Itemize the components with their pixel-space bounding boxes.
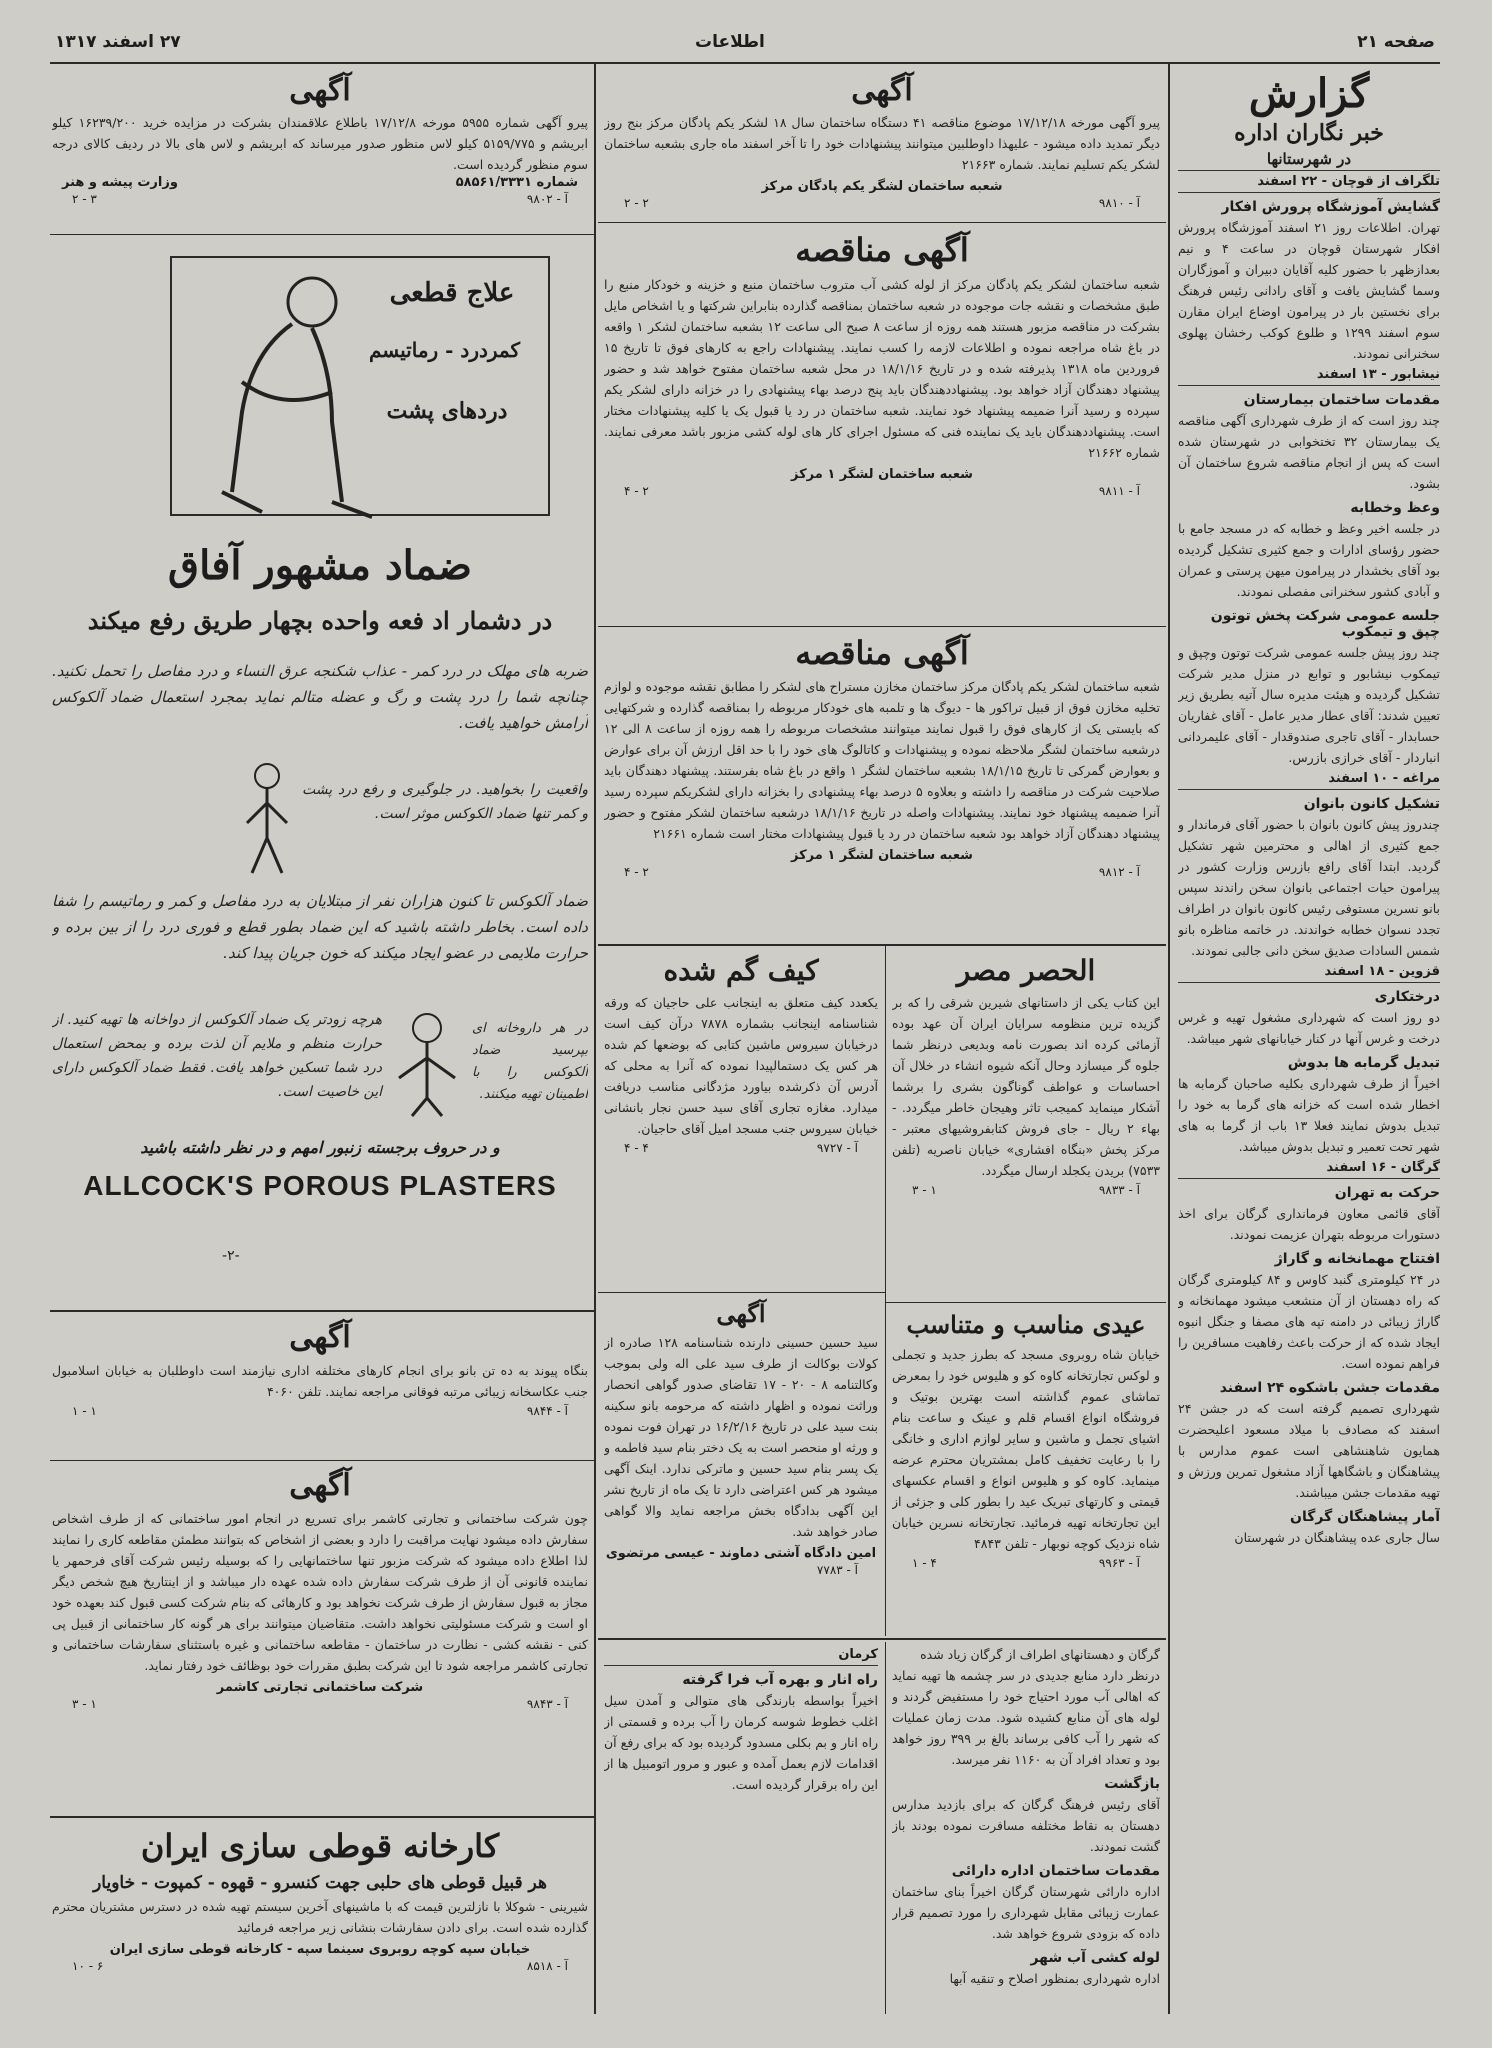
column-rule-right: [1168, 64, 1170, 2014]
ad-side-text: در هر داروخانه ای بپرسید ضماد آلکوکس را با اطمینان تهیه میکنند.: [472, 1021, 588, 1102]
man-back-pain-illustration: [182, 262, 382, 532]
section-text: اخیراً از طرف شهرداری بکلیه صاحبان گرمابه ها اخطار شده است که خزانه های گرما به خود را تبدیل بدوش نمایند فعلا ۱۳ باب از گرما به های شهر تحت تعمیر و تبدیل بدوش میباشد.: [1178, 1076, 1440, 1154]
section-text: اداره شهرداری بمنظور اصلاح و تنقیه آبها: [949, 1971, 1160, 1986]
notice-title: آگهی: [289, 73, 351, 108]
section-heading: مقدمات جشن باشکوه ۲۴ اسفند: [1219, 1380, 1440, 1396]
section-heading: راه انار و بهره آب فرا گرفته: [682, 1672, 878, 1688]
inheritance-notice: [604, 1296, 878, 1632]
book-title: الحصر مصر: [956, 954, 1096, 987]
ad-code: آ - ۹۹۶۳ ۴ - ۱: [912, 1556, 1140, 1570]
notice-signature: شرکت ساختمانی تجارتی کاشمر: [216, 1680, 424, 1695]
report-title: گزارش: [1248, 70, 1370, 117]
footer-note: و در حروف برجسته زنبور امهم و در نظر داشته باشید: [140, 1138, 500, 1157]
book-ad: [892, 950, 1160, 1298]
notice-code: آ - ۷۷۸۳: [816, 1563, 858, 1577]
report-column: [1178, 70, 1440, 2010]
ad-code: آ - ۹۷۲۷ ۴ - ۴: [624, 1141, 858, 1155]
section-text: دو روز است که شهرداری مشغول تهیه و غرس درخت و غرس آنها در کنار خیابانهای شهر میباشد.: [1178, 1010, 1440, 1046]
notice-code: آ - ۹۸۴۳ ۱ - ۳: [72, 1697, 568, 1711]
ad-code: آ - ۹۸۳۳ ۱ - ۳: [912, 1183, 1140, 1197]
notice-text: چون شرکت ساختمانی و تجارتی کاشمر برای تسریع در انجام امور ساختمانی که از طرف اشخاص سفارش داده میشود نهایت مراقبت را دارد و بعضی از اشخاص که بتوانند مطمئن مقاطعه کاری را نمایند لذا اطلاع داده میشود که شرکت مزبور تنها ساختمانهایی را که بوسیله رئیس شرکت آقای فرحمهر یا نماینده قانونی آن از طرف شرکت سفارش داده شده عهده دار میباشد و از اینتاریخ هیچ شخص دیگر مجاز به قبول سفارش از طرف شرکت نخواهد بود و کارهائی که بنام شرکت کسی قبول کند بعهده خود او است و شرکت مسئولیتی نخواهد داشت. متقاضیان میتوانند برای هر گونه کار ساختمانی از قبیل پی کنی - نقشه کشی - نظارت در ساختمان - مقاطعه ساختمانی و غیره باستثنای سفارشات ساختمانی و تجارتی کاشمر مراجعه شود تا این شرکت بطبق مقررات خود بوظائف خود رفتار نماید.: [52, 1511, 588, 1673]
notice-title: آگهی مناقصه: [795, 634, 969, 672]
section-heading: تشکیل کانون بانوان: [1303, 796, 1440, 812]
box-line-1: علاج قطعی: [389, 278, 515, 308]
page-label: صفحه ۲۱: [1357, 32, 1435, 52]
notice-title: آگهی: [851, 73, 913, 108]
notice-signature: شعبه ساختمان لشگر ۱ مرکز: [791, 848, 973, 863]
lost-bag-title: کیف گم شده: [663, 954, 819, 987]
section-heading: مقدمات ساختمان بیمارستان: [1243, 392, 1440, 408]
divider: [598, 1638, 1166, 1640]
paper-name: اطلاعات: [695, 32, 765, 52]
city-banner: مراغه - ۱۰ اسفند: [1178, 768, 1440, 790]
masthead-rule: [50, 62, 1440, 64]
section-heading: لوله کشی آب شهر: [1030, 1950, 1160, 1966]
section-text: در ۲۴ کیلومتری گنبد کاوس و ۸۴ کیلومتری گرگان که راه دهستان از آن منشعب میشود مهمانخانه و گاراژ زیبائی در دامنه تپه های مصفا و جنگل انبوه ایجاد شده که از حرکت باعث رفاهیت مسافرین را فراهم نموده است.: [1178, 1272, 1440, 1371]
woman-figure-illustration: [232, 758, 302, 878]
ad-text: هرچه زودتر یک ضماد آلکوکس از دواخانه ها تهیه کنید. از حرارت منظم و ملایم آن لذت برده و بمحض استعمال درد شما تسکین خواهد یافت. فقط ضماد آلکوکس دارای این خاصیت است.: [52, 1012, 382, 1100]
section-text: چندروز پیش کانون بانوان با حضور آقای فرماندار و جمع کثیری از اهالی و محترمین شهر تشکیل گردید. ابتدا آقای رافع بازرس وزارت کشور در پیرامون حیات اجتماعی بانوان سخن راندند سپس بانو نسرین مستوفی رئیس کانون بانوان در اطراف تجدد نسوان خطابه خواندند. در خاتمه مناظره بانو شمس السادات صدیق سخن دانی جالبی نمودند.: [1178, 817, 1440, 958]
section-heading: گشایش آموزشگاه پرورش افکار: [1221, 199, 1440, 215]
notice-text: پیرو آگهی شماره ۵۹۵۵ مورخه ۱۷/۱۲/۸ باطلاع علاقمندان بشرکت در مزایده خرید ۱۶۲۳۹/۲۰۰ کیلو ابریشم و ۵۱۵۹/۷۷۵ کیلو لاس منظور صدور میرساند که ابریشم و لاس های بالا در ردیف کالای درجه سوم منظور گردیده است.: [52, 115, 588, 172]
lost-bag-ad: [604, 950, 878, 1288]
ad-code: آ - ۸۵۱۸ ۶ - ۱۰: [72, 1959, 568, 1973]
notice-title: آگهی مناقصه: [795, 231, 969, 269]
notice-number: شماره ۵۸۵۶۱/۳۳۳۱: [455, 175, 578, 190]
ad-side-text: واقعیت را بخواهید. در جلوگیری و رفع درد پشت و کمر تنها ضماد الکوکس موثر است.: [302, 782, 588, 822]
notice-title: آگهی: [289, 1468, 351, 1503]
product-headline: ضماد مشهور آفاق: [168, 542, 472, 589]
section-text: تهران. اطلاعات روز ۲۱ اسفند آموزشگاه پرورش افکار شهرستان قوچان در ساعت ۴ و نیم بعدازظهر با حضور کلیه آقایان دبیران و آموزگاران وسما گشایش یافت و آقای رادانی رئیس فرهنگ برای نخستین بار در پیرامون اوضاع ایران مقارن سوم اسفند ۱۲۹۹ و طلوع کوکب رخشان پهلوی سخنرانی نمودند.: [1178, 220, 1440, 361]
divider: [598, 1292, 886, 1293]
divider: [886, 1302, 1166, 1303]
notice-text: شعبه ساختمان لشکر یکم پادگان مرکز از لوله کشی آب متروب ساختمان منبع و خزینه و خودکار منبع را طبق مشخصات و نقشه جات موجوده در شعبه ساختمان بمناقصه گذارده بنابراین شرکتها و یا اشخاص مایل بشرکت در مناقصه مزبور هستند همه روزه از ساعت ۸ صبح الی ساعت ۱۲ بشعبه ساختمان لشکر ۱ واقعه در باغ شاه مراجعه نموده و اطلاعات لازمه را کسب نمایند. پیشنهادات راجع به کارهای فوق تا تاریخ ۱۵ فروردین ماه ۱۳۱۸ پذیرفته شده و در تاریخ ۱۸/۱/۱۶ در محل شعبه ساختمان مفتوح خواهد شد و حضور پیشنهاد دهندگان آزاد خواهد بود. پیشنهاددهندگان باید پنج درصد بهاء پیشنهادی را در خزانه دارای لشکر یکم سپرده و رسید آنرا ضمیمه پیشنهاد خود نمایند. شعبه ساختمان در رد یا قبول یک یا کلیه پیشنهادات مختار است. پیشنهاددهندگان باید یک نماینده فنی که مسئول اجرای کار های لوله کشی مزبور باشد معرفی نمایند. شماره ۲۱۶۶۲: [604, 277, 1160, 460]
section-heading: بازگشت: [1104, 1776, 1160, 1792]
report-text: درنظر دارد منابع جدیدی در سر چشمه ها تهیه نماید که اهالی آب مورد احتیاج خود را مستفیض گردند و لوله های آن منابع کشیده شود. مدت زمان عملیات که شهر را آب کافی برساند بالغ بر ۳۹۹ روز خواهد بود و تعداد افراد آن به ۱۱۶۰ نفر میرسد.: [892, 1668, 1160, 1767]
ad-text: ضماد آلکوکس تا کنون هزاران نفر از مبتلایان به درد مفاصل و کمر و رماتیسم را شفا داده است. بخاطر داشته باشید که این ضماد بطور قطع و فوری درد را از بین برده و حرارت ملایمی در عضو ایجاد میکند که خون جریان پیدا کند.: [52, 892, 588, 962]
report-text: گرگان و دهستانهای اطراف از گرگان زیاد شده: [920, 1647, 1160, 1662]
section-heading: آمار پیشاهنگان گرگان: [1290, 1509, 1440, 1525]
can-factory-ad: [52, 1822, 588, 2012]
divider: [50, 1310, 594, 1312]
notice-code: آ - ۹۸۱۰ ۲ - ۲: [624, 196, 1140, 210]
tender-notice-plumbing: [604, 226, 1160, 622]
divider: [50, 234, 594, 235]
notice-code: آ - ۹۸۰۲ ۳ - ۲: [72, 192, 568, 206]
column-rule-left: [594, 64, 596, 2014]
gift-text: خیابان شاه روبروی مسجد که بطرز جدید و تجملی و لوکس تجارتخانه کاوه کو و هلیوس خود را بمعرض تماشای عموم گذاشته است بهترین بوتیک و فروشگاه انواع اقسام قلم و عینک و ساعت بنام اشیای تجمل و ماشین و سایر لوازم اداری و خانگی را با رعایت تخفیف کامل بمشتریان محترم عرضه مینماید. کاوه کو و هلیوس انواع و اقسام عکسهای قیمتی و کارتهای تبریک عید را بطور کلی و جزئی از این تجارتخانه تهیه فرمائید. تجارتخانه نسرین خیابان شاه نزدیک کوچه نوبهار - تلفن ۴۸۴۳: [892, 1347, 1160, 1551]
city-banner: کرمان: [604, 1644, 878, 1666]
tender-notice-toilets: [604, 630, 1160, 940]
section-heading: حرکت به تهران: [1334, 1185, 1440, 1201]
report-subtitle: خبر نگاران اداره: [1234, 120, 1384, 146]
divider: [50, 1460, 594, 1461]
city-banner: گرگان - ۱۶ اسفند: [1178, 1157, 1440, 1179]
notice-code: آ - ۹۸۱۱ ۲ - ۴: [624, 484, 1140, 498]
book-text: این کتاب یکی از داستانهای شیرین شرقی را که بر گزیده ترین منظومه سرایان ایران آن عهد بوده آزمائی کرده اند بصورت نامه وبدیعی درنظر شما جلوه گر میسازد وحال آنکه شیوه انشاء در خلال آن احساسات و عواطف گوناگون بشری را برشما آشکار مینماید کمیجب تاثر وهیجان خاطر میگردد. - بهاء ۲ ریال - جای فروش کتابفروشیهای معتبر - مرکز پخش «بنگاه افشاری» خیابان ناصریه (تلفن ۷۵۳۳) بریدن یکجلد ارسال میگردد.: [892, 995, 1160, 1178]
section-text: چند روز است که از طرف شهرداری آگهی مناقصه یک بیمارستان ۳۲ تختخوابی در شهرستان شده است که پس از انجام مناقصه شروع ساختمان آن بشود.: [1178, 413, 1440, 491]
notice-army-extension: [604, 70, 1160, 218]
city-banner: قزوین - ۱۸ اسفند: [1178, 961, 1440, 983]
factory-title: کارخانه قوطی سازی ایران: [140, 1827, 500, 1865]
report-location: در شهرستانها: [1178, 148, 1440, 171]
notice-signature: شعبه ساختمان لشگر ۱ مرکز: [791, 467, 973, 482]
section-heading: افتتاح مهمانخانه و گاراژ: [1274, 1251, 1440, 1267]
section-text: سال جاری عده پیشاهنگان در شهرستان: [1234, 1530, 1440, 1545]
gift-title: عیدی مناسب و متناسب: [906, 1310, 1146, 1339]
section-heading: درختکاری: [1374, 989, 1440, 1005]
section-heading: مقدمات ساختمان اداره دارائی: [951, 1863, 1160, 1879]
gift-ad: [892, 1306, 1160, 1632]
section-text: اداره دارائی شهرستان گرگان اخیراً بنای ساختمان عمارت زیبائی مقابل شهرداری را مورد تصمیم قرار داده که بزودی شروع خواهد شد.: [892, 1884, 1160, 1941]
brand-line: ALLCOCK'S POROUS PLASTERS: [83, 1170, 557, 1201]
ad-code: -۲-: [222, 1248, 240, 1264]
construction-company-notice: [52, 1464, 588, 1810]
section-heading: تبدیل گرمابه ها بدوش: [1287, 1055, 1440, 1071]
lost-bag-text: یکعدد کیف متعلق به اینجانب علی حاجیان که ورقه شناسنامه اینجانب بشماره ۷۸۷۸ درآن کیف است درخیابان سیروس ماشین کتابی که بوضعها کم شده هر کس یک دستمالپیدا نموده که آنرا به محلی که آدرس آن ذکرشده بیاورد مژدگانی مناسب دریافت میدارد. مغازه تجاری آقای سید حسن نجار بانشانی خیابان سیروس جنب مسجد امیل آقای حاجیان.: [604, 995, 878, 1136]
section-text: آقای رئیس فرهنگ گرگان که برای بازدید مدارس دهستان به نقاط مختلفه مسافرت نموده بودند باز گشت نمودند.: [892, 1797, 1160, 1854]
section-heading: وعظ وخطابه: [1350, 500, 1440, 516]
silk-auction-notice: [52, 70, 588, 230]
telegraph-line: تلگراف از قوچان - ۲۲ اسفند: [1178, 171, 1440, 193]
city-banner: نیشابور - ۱۳ اسفند: [1178, 364, 1440, 386]
divider: [598, 944, 1166, 946]
divider: [598, 222, 1166, 223]
section-text: آقای قائمی معاون فرمانداری گرگان برای اخذ دستورات مربوطه بتهران عزیمت نمودند.: [1178, 1206, 1440, 1242]
notice-code: آ - ۹۸۴۴ ۱ - ۱: [72, 1404, 568, 1418]
section-text: اخیراً بواسطه بارندگی های متوالی و آمدن سیل اغلب خطوط شوسه کرمان را آب برده و قسمتی از راه انار و بم بکلی مسدود گردیده بود که برای رفع آن اقدامات لازم بعمل آمده و عبور و مرور اتومبیل ها از این راه برقرار گردیده است.: [604, 1693, 878, 1792]
sub-column-rule: [885, 1642, 886, 2014]
factory-text: شیرینی - شوکلا با نازلترین قیمت که با ماشینهای آخرین سیستم تهیه شده در دسترس مشتریان محترم گذارده شده است. برای دادن سفارشات بنشانی زیر مراجعه فرمائید: [52, 1899, 588, 1935]
man-figure-illustration: [387, 1008, 467, 1118]
notice-title: آگهی: [716, 1299, 766, 1328]
notice-signature: وزارت پیشه و هنر: [62, 175, 178, 190]
employment-notice: [52, 1316, 588, 1456]
notice-text: شعبه ساختمان لشکر یکم پادگان مرکز ساختمان مخازن مستراح های لشکر را مطابق نقشه موجوده و لوازم تخلیه مخازن فوق از قبیل تراکور ها - دیوگ ها و تلمبه های خودکار مربوطه را بمناقصه گذارده و شرکتهایی که بایستی یک از کارهای فوق را قبول نمایند میتوانند مشخصات مربوطه را همه روزه از ساعت ۸ الی ۱۲ درشعبه ساختمان لشگر ملاحظه نموده و پیشنهادات و کاتالوگ های خود را با حد اقل ارزش آن برای عوارض و بعوارض گمرکی تا تاریخ ۱۸/۱/۱۵ بشعبه ساختمان لشگر ۱ واقع در باغ شاه بفرستند. پیشنهاد دهندگان باید صلاحیت شرکت در مناقصه را داشته و بعلاوه ۵ درصد بهاء پیشنهادی را بخزانه دارای لشکریکم سپرده رسید آنرا ضمیمه پیشنهاد خود نمایند. پیشنهادات واصله در تاریخ ۱۸/۱/۱۶ درشعبه ساختمان لشکر مفتوح و حضور پیشنهاد دهندگان آزاد خواهد بود شعبه ساختمان در رد یا قبول پیشنهادات مختار است شماره ۲۱۶۶۱: [604, 679, 1160, 841]
notice-signature: شعبه ساختمان لشگر یکم پادگان مرکز: [761, 179, 1003, 194]
report-continuation-right: [892, 1644, 1160, 2014]
notice-code: آ - ۹۸۱۲ ۲ - ۴: [624, 865, 1140, 879]
section-heading: جلسه عمومی شرکت پخش توتون چپق و تیمکوب: [1210, 608, 1440, 640]
factory-address: خیابان سپه کوچه روبروی سینما سپه - کارخانه قوطی سازی ایران: [109, 1942, 531, 1957]
notice-text: پیرو آگهی مورخه ۱۷/۱۲/۱۸ موضوع مناقصه ۴۱ دستگاه ساختمان سال ۱۸ لشکر یکم پادگان مرکز بنج روز دیگر تمدید داده میشود - علیهذا داوطلبین میتوانند پیشنهادات خود را تا آخر اسفند ماه جاری بشعبه ساختمان لشکر یکم تسلیم نمایند. شماره ۲۱۶۶۳: [604, 115, 1160, 172]
notice-footer: [52, 175, 588, 190]
masthead: [55, 28, 1435, 60]
issue-date: ۲۷ اسفند ۱۳۱۷: [55, 32, 181, 52]
section-text: شهرداری تصمیم گرفته است که در جشن ۲۴ اسفند که مصادف با میلاد مسعود اعلیحضرت همایون شاهنشاهی است عموم مدارس با پیشاهنگان و باشگاهها آزاد مشغول تمرین ورزش و تهیه مقدمات جشن میباشند.: [1178, 1401, 1440, 1500]
box-line-3: دردهای پشت: [386, 398, 508, 424]
box-line-2: کمردرد - رماتیسم: [368, 338, 521, 362]
sub-column-rule: [885, 946, 886, 1636]
divider: [598, 626, 1166, 627]
section-text: در جلسه اخیر وعظ و خطابه که در مسجد جامع با حضور رؤسای ادارات و جمع کثیری تشکیل گردیده بود آقای بخشدار در پیرامون میهن پرستی و عمران و آبادی کشور سخنرانی مفصلی نمودند.: [1178, 521, 1440, 599]
product-subheadline: در دشمار اد فعه واحده بچهار طریق رفع میکند: [87, 606, 553, 635]
divider: [50, 1816, 594, 1818]
notice-signature: امین دادگاه آشتی دماوند - عیسی مرتضوی: [605, 1546, 877, 1561]
ad-text: ضربه های مهلک در درد کمر - عذاب شکنجه عرق النساء و درد مفاصل را تحمل نکنید. چنانچه شما را درد پشت و رگ و عضله متالم نماید بمجرد استعمال ضماد آلکوکس آرامش خواهید یافت.: [52, 662, 588, 732]
report-continuation-left: [604, 1644, 878, 2014]
factory-line: هر قبیل قوطی های حلبی جهت کنسرو - قهوه - کمپوت - خاویار: [93, 1873, 547, 1893]
section-text: چند روز پیش جلسه عمومی شرکت توتون وچپق و تیمکوب نیشابور و توابع در منزل مدیر شرکت تشکیل گردیده و هیئت مدیره سال آتیه بطریق زیر تعیین شدند: آقای عطار مدیر عامل - آقای غفاریان حسابدار - آقای تاجری صندوقدار - آقای علیمردانی انباردار - آقای خرازی بازرس.: [1178, 645, 1440, 765]
notice-text: بنگاه پیوند به ده تن بانو برای انجام کارهای مختلفه اداری نیازمند است داوطلبان به خیابان اسلامبول جنب عکاسخانه زیبائی مرتبه فوقانی مراجعه نمایند. تلفن ۴۰۶۰: [52, 1363, 588, 1399]
notice-text: سید حسین حسینی دارنده شناسنامه ۱۲۸ صادره از کولات بوکالت از طرف سید علی اله ولی بموجب وکالتنامه ۸ - ۲۰ - ۱۷ تقاضای صدور گواهی انحصار وراثت نموده و اظهار داشته که مرحومه بانو سکینه بنت سید علی در تاریخ ۱۶/۲/۱۶ در تهران فوت نموده و ورثه او منحصر است به یک دختر بنام سید فاطمه و یک پسر بنام سید حسین و ماترکی ندارد. اینک آگهی میشود هر کس اعتراضی دارد تا یک ماه از تاریخ نشر این آگهی بدادگاه بخش مراجعه نماید والا گواهی صادر خواهد شد.: [604, 1335, 878, 1539]
notice-title: آگهی: [289, 1320, 351, 1355]
plaster-ad: [52, 238, 588, 1308]
